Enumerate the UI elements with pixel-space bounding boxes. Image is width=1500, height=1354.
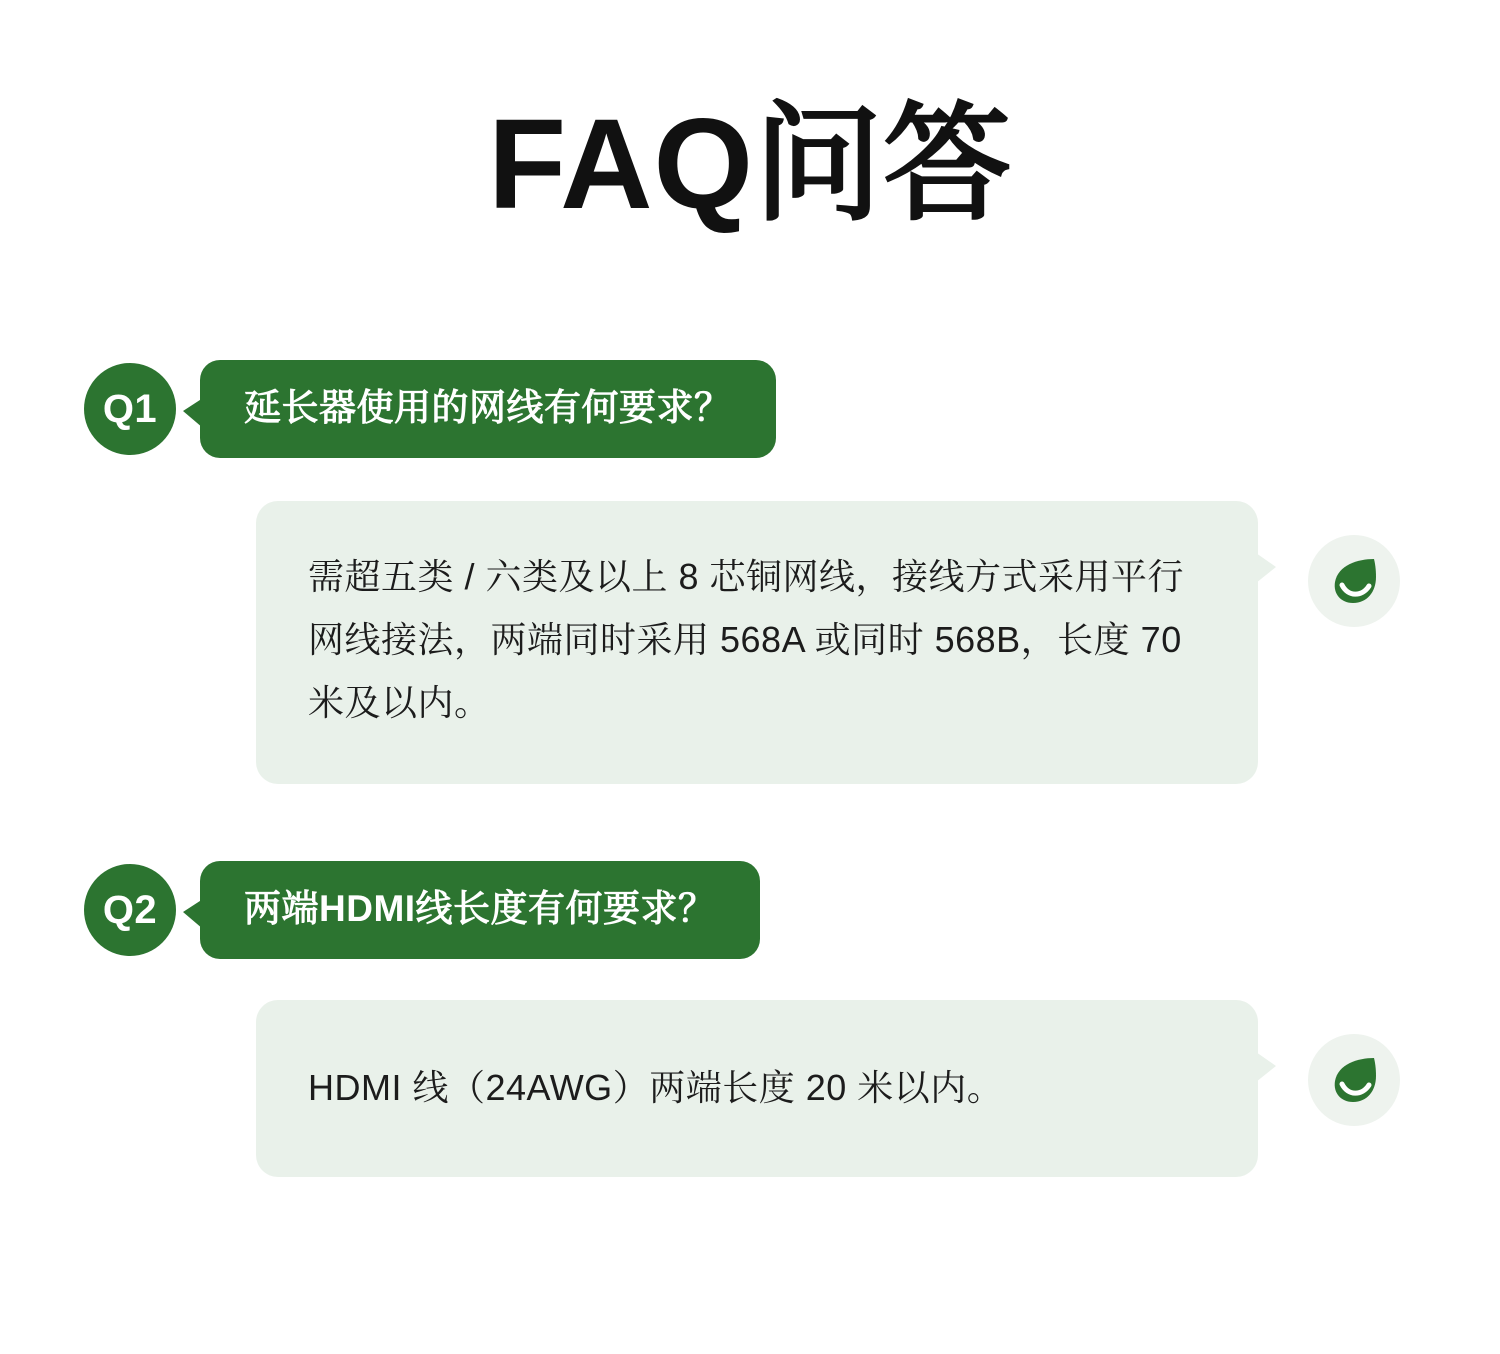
avatar [1308,535,1400,627]
question-text: 两端HDMI线长度有何要求？ [200,861,760,959]
faq-answer-row [0,1000,1500,1177]
faq-list [0,355,1500,1177]
faq-answer-row [0,501,1500,784]
question-badge: Q1 [84,363,176,455]
question-bubble-wrap [200,861,760,959]
leaf-icon [1328,555,1380,607]
answer-text: 需超五类 / 六类及以上 8 芯铜网线，接线方式采用平行网线接法，两端同时采用 568A 或同时 568B，长度 70 米及以内。 [256,501,1258,784]
faq-question-row [0,355,1500,463]
question-text: 延长器使用的网线有何要求？ [200,360,776,458]
faq-question-row [0,856,1500,964]
leaf-icon [1328,1054,1380,1106]
page-title: FAQ问答 [487,93,1013,236]
answer-text: HDMI 线（24AWG）两端长度 20 米以内。 [256,1000,1258,1177]
faq-item [0,856,1500,1177]
faq-item [0,355,1500,784]
avatar [1308,1034,1400,1126]
question-bubble-wrap [200,360,776,458]
question-badge: Q2 [84,864,176,956]
